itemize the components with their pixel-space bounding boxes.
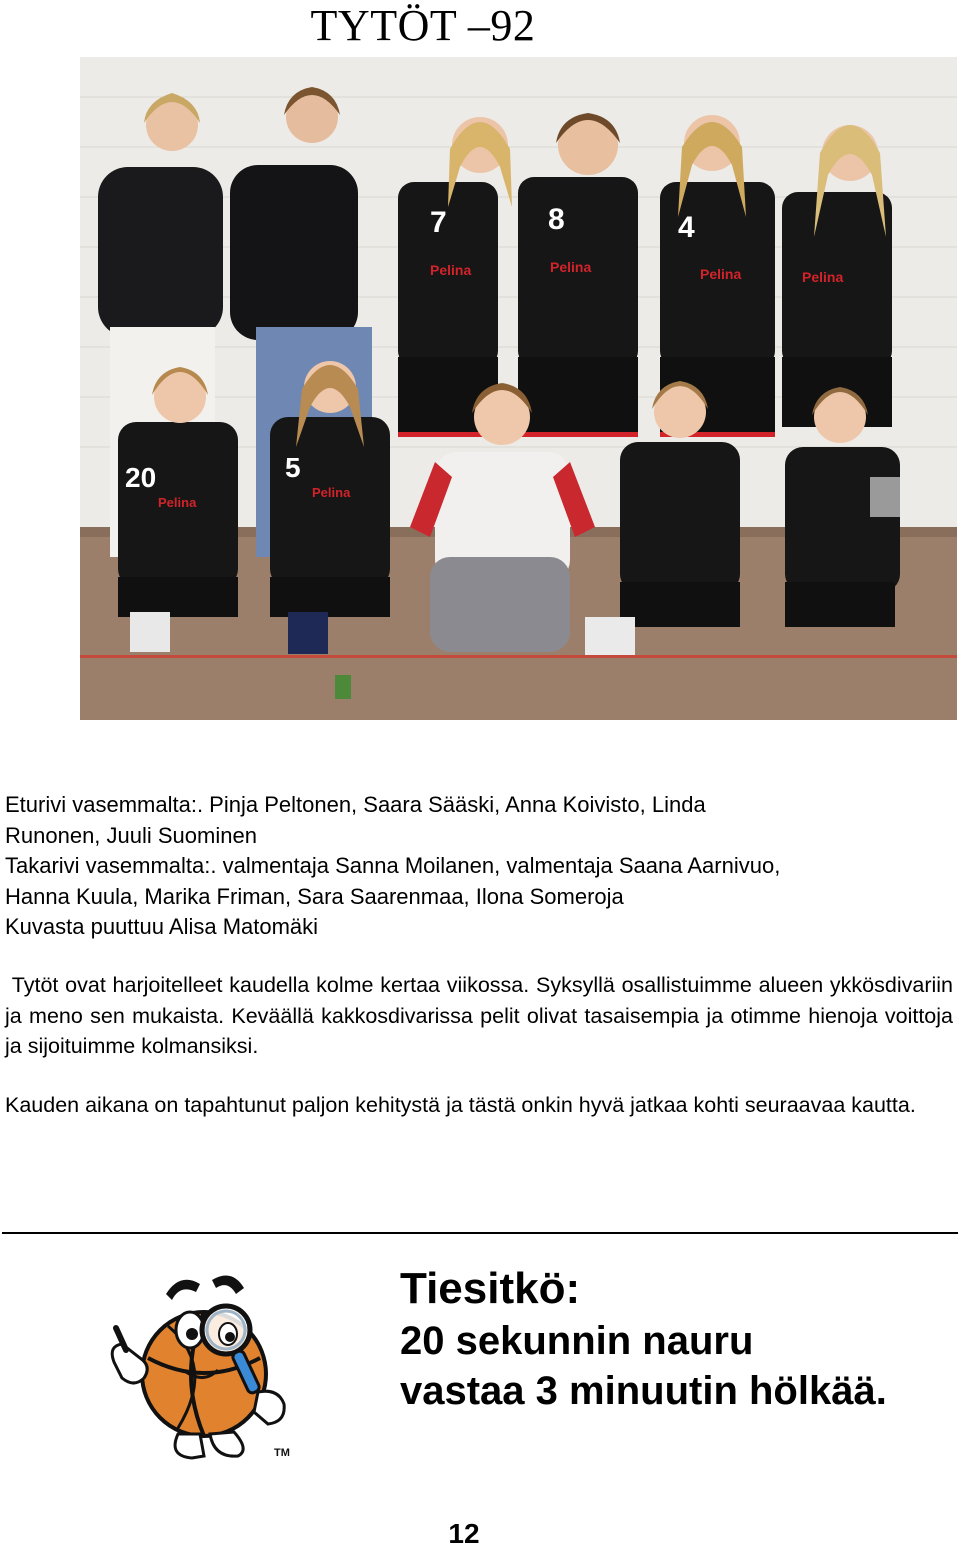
svg-text:Pelina: Pelina: [550, 259, 592, 275]
caption-line: Runonen, Juuli Suominen: [5, 822, 257, 848]
jersey-number: 20: [125, 462, 157, 493]
svg-text:Pelina: Pelina: [802, 269, 844, 285]
caption-line: Hanna Kuula, Marika Friman, Sara Saarenmaa, Ilona Someroja: [5, 883, 624, 909]
photo-caption: [5, 790, 955, 943]
did-you-know-heading: Tiesitkö:: [400, 1264, 581, 1313]
did-you-know-line: vastaa 3 minuutin hölkää.: [400, 1369, 887, 1413]
svg-text:Pelina: Pelina: [430, 262, 472, 278]
page-number: 12: [448, 1518, 480, 1549]
team-photo-illustration: [80, 57, 957, 720]
caption-line: Takarivi vasemmalta:. valmentaja Sanna Moilanen, valmentaja Saana Aarnivuo,: [5, 853, 781, 878]
svg-text:Pelina: Pelina: [158, 495, 197, 510]
team-photo: [80, 57, 957, 720]
jersey-number: 5: [285, 452, 301, 483]
season-paragraph: Tytöt ovat harjoitelleet kaudella kolme kertaa viikossa. Syksyllä osallistuimme alueen ykkösdivariin ja meno sen mukaista. Keväällä kakkosdivarissa pelit olivat tasaisempia ja otimme hienoja voittoja ja sijoituimme kolmansiksi.: [5, 973, 959, 1058]
caption-line: Eturivi vasemmalta:. Pinja Peltonen, Saara Sääski, Anna Koivisto, Linda: [5, 792, 706, 817]
jersey-number: 4: [678, 211, 695, 244]
basketball-magnifier-mascot-icon: [108, 1266, 294, 1466]
outlook-paragraph: Kauden aikana on tapahtunut paljon kehitystä ja tästä onkin hyvä jatkaa kohti seuraavaa kautta.: [5, 1093, 916, 1117]
jersey-number: 7: [430, 206, 447, 239]
trademark-mark: TM: [274, 1447, 290, 1459]
svg-text:Pelina: Pelina: [700, 266, 742, 282]
svg-text:Pelina: Pelina: [312, 485, 351, 500]
jersey-number: 8: [548, 203, 565, 236]
page-title: TYTÖT –92: [310, 1, 536, 50]
caption-line: Kuvasta puuttuu Alisa Matomäki: [5, 914, 319, 939]
divider: [2, 1232, 958, 1234]
did-you-know-line: 20 sekunnin nauru: [400, 1319, 754, 1363]
did-you-know-box: [400, 1262, 950, 1416]
